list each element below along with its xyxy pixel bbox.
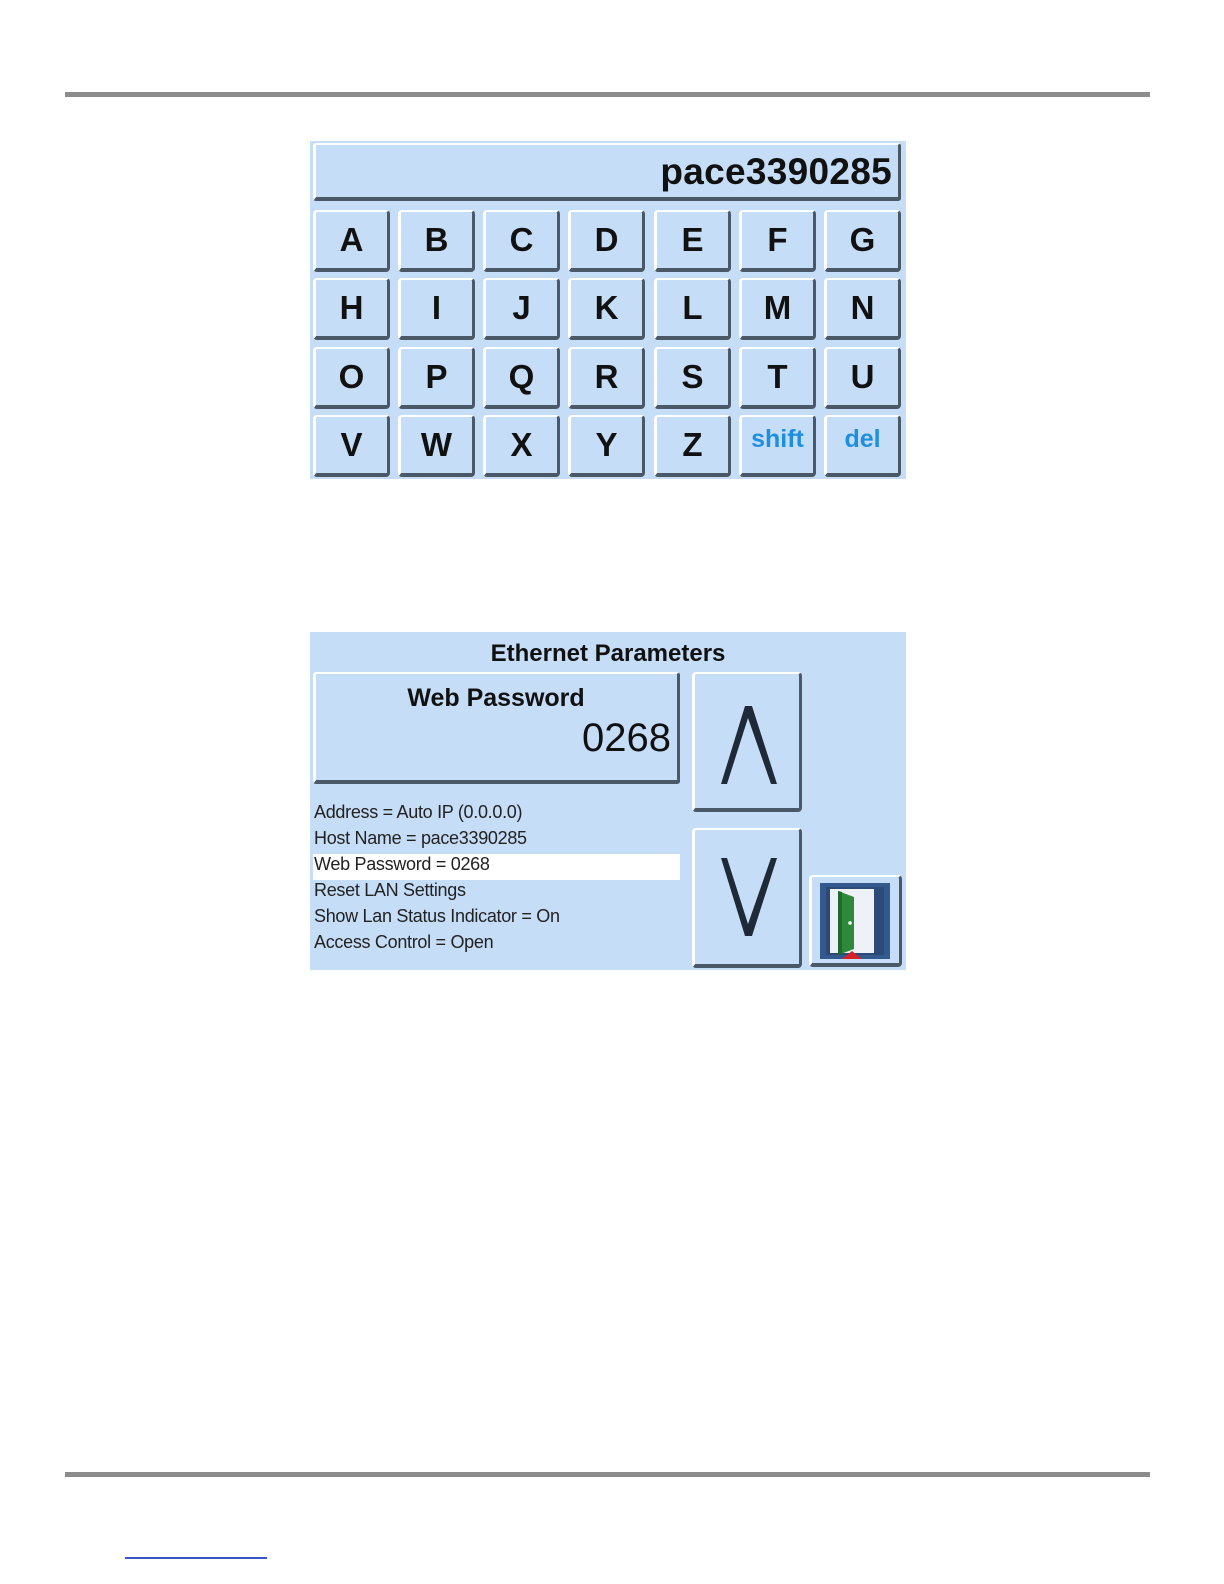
key-z[interactable]: Z — [654, 415, 731, 477]
keypad-screen — [310, 141, 906, 479]
screen-title: Ethernet Parameters — [490, 640, 726, 667]
text-entry-display — [313, 143, 901, 201]
exit-button[interactable] — [809, 875, 902, 967]
caret-down-icon — [695, 830, 799, 964]
key-o[interactable]: O — [313, 347, 390, 409]
key-g[interactable]: G — [824, 210, 901, 272]
key-shift[interactable]: shift — [739, 415, 816, 477]
key-i[interactable]: I — [398, 278, 475, 340]
key-n[interactable]: N — [824, 278, 901, 340]
ethernet-parameters-screen — [310, 632, 906, 970]
key-v[interactable]: V — [313, 415, 390, 477]
key-w[interactable]: W — [398, 415, 475, 477]
key-m[interactable]: M — [739, 278, 816, 340]
key-u[interactable]: U — [824, 347, 901, 409]
footer-rule — [65, 1472, 1150, 1477]
key-y[interactable]: Y — [568, 415, 645, 477]
list-item-selected[interactable]: Web Password = 0268 — [313, 854, 680, 880]
list-item[interactable]: Host Name = pace3390285 — [314, 828, 527, 848]
key-s[interactable]: S — [654, 347, 731, 409]
key-h[interactable]: H — [313, 278, 390, 340]
exit-door-icon — [812, 877, 899, 963]
parameter-list — [313, 802, 683, 958]
key-r[interactable]: R — [568, 347, 645, 409]
list-item[interactable]: Reset LAN Settings — [314, 880, 466, 900]
caret-up-icon — [695, 674, 799, 808]
key-l[interactable]: L — [654, 278, 731, 340]
parameter-value: 0268 — [582, 716, 671, 760]
key-b[interactable]: B — [398, 210, 475, 272]
key-d[interactable]: D — [568, 210, 645, 272]
key-f[interactable]: F — [739, 210, 816, 272]
key-c[interactable]: C — [483, 210, 560, 272]
key-p[interactable]: P — [398, 347, 475, 409]
list-item[interactable]: Access Control = Open — [314, 932, 494, 952]
key-q[interactable]: Q — [483, 347, 560, 409]
key-del[interactable]: del — [824, 415, 901, 477]
parameter-label: Web Password — [407, 684, 585, 712]
header-rule — [65, 92, 1150, 97]
key-j[interactable]: J — [483, 278, 560, 340]
key-x[interactable]: X — [483, 415, 560, 477]
list-item[interactable]: Address = Auto IP (0.0.0.0) — [314, 802, 523, 822]
scroll-up-button[interactable] — [692, 672, 802, 812]
list-item[interactable]: Show Lan Status Indicator = On — [314, 906, 560, 926]
footer-link-underline — [125, 1557, 267, 1559]
scroll-down-button[interactable] — [692, 828, 802, 968]
key-k[interactable]: K — [568, 278, 645, 340]
selected-parameter-box[interactable] — [313, 672, 680, 784]
entered-text: pace3390285 — [660, 151, 892, 192]
key-e[interactable]: E — [654, 210, 731, 272]
key-t[interactable]: T — [739, 347, 816, 409]
key-a[interactable]: A — [313, 210, 390, 272]
